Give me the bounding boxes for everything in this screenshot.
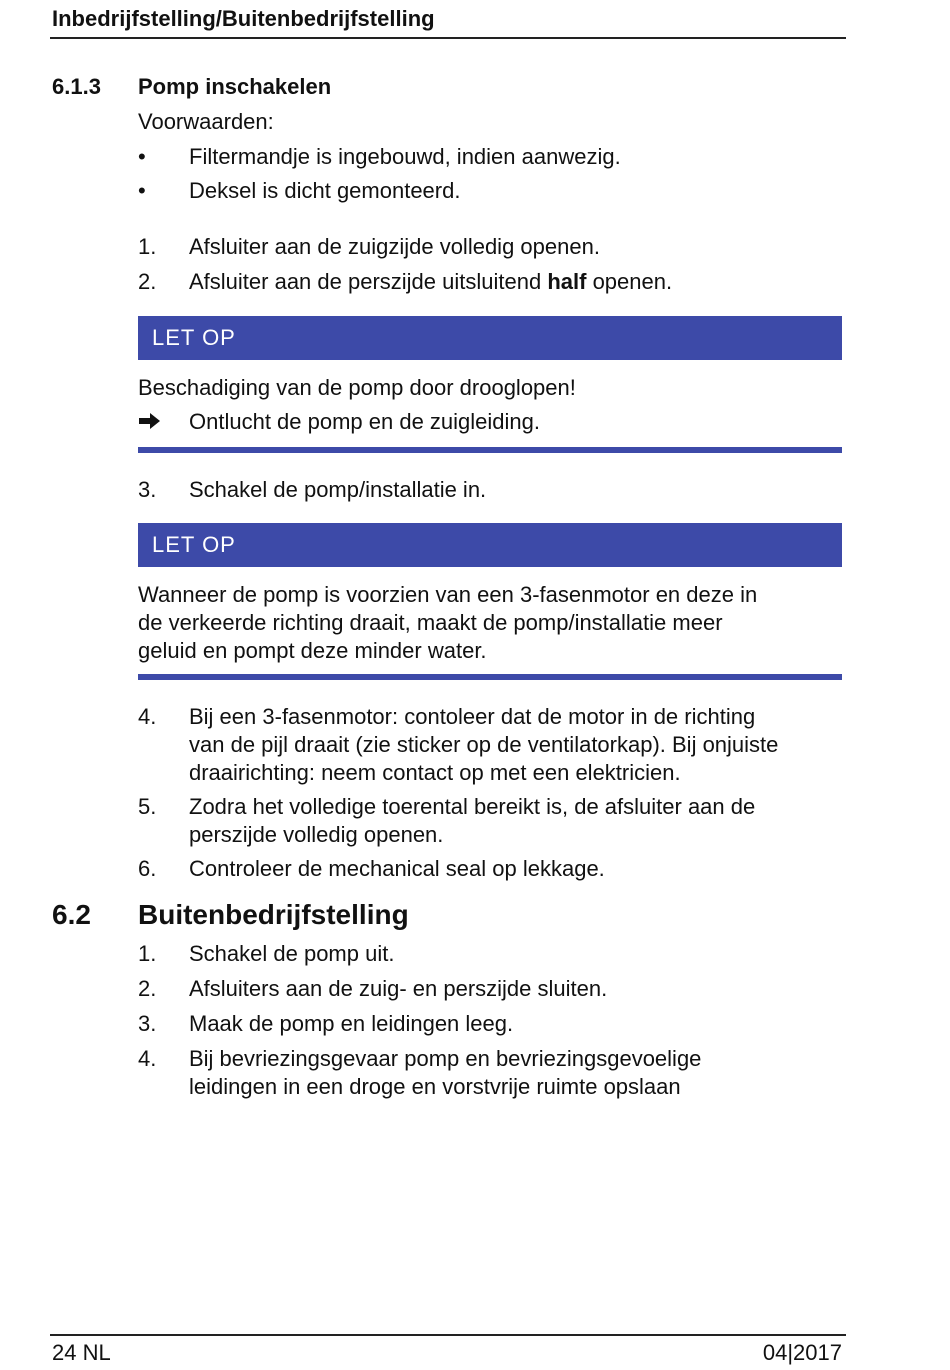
notice-text: Beschadiging van de pomp door drooglopen! <box>138 375 576 400</box>
footer-rule <box>50 1334 846 1336</box>
step-text-line: van de pijl draait (zie sticker op de ventilatorkap). Bij onjuiste <box>189 732 779 757</box>
step-number: 2. <box>138 976 157 1001</box>
step-number: 1. <box>138 234 157 259</box>
step-number: 2. <box>138 269 157 294</box>
step-text-line: perszijde volledig openen. <box>189 822 444 847</box>
condition-item: Deksel is dicht gemonteerd. <box>189 178 461 203</box>
document-date: 04|2017 <box>762 1340 842 1365</box>
bullet-marker: • <box>138 178 146 203</box>
running-header: Inbedrijfstelling/Buitenbedrijfstelling <box>52 6 435 31</box>
step-number: 3. <box>138 1011 157 1036</box>
step-text-line: Bij bevriezingsgevaar pomp en bevriezingsgevoelige <box>189 1046 702 1071</box>
step-text-part: openen. <box>586 269 673 294</box>
page-number: 24 NL <box>52 1340 111 1365</box>
step-text-bold: half <box>547 269 587 294</box>
notice-text-line: Wanneer de pomp is voorzien van een 3-fasenmotor en deze in <box>138 582 758 607</box>
step-text-line: Controleer de mechanical seal op lekkage. <box>189 856 605 881</box>
step-number: 4. <box>138 704 157 729</box>
section-title: Buitenbedrijfstelling <box>138 899 409 930</box>
notice-text-line: de verkeerde richting draait, maakt de pomp/installatie meer <box>138 610 723 635</box>
notice-label: LET OP <box>152 325 236 350</box>
arrow-right-icon <box>138 411 162 431</box>
notice-end-bar <box>138 674 842 680</box>
step-text-line: Maak de pomp en leidingen leeg. <box>189 1011 514 1036</box>
step-text-line: leidingen in een droge en vorstvrije ruimte opslaan <box>189 1074 681 1099</box>
notice-action: Ontlucht de pomp en de zuigleiding. <box>189 409 541 434</box>
step-text: Afsluiter aan de zuigzijde volledig openen. <box>189 234 600 259</box>
step-number: 3. <box>138 477 157 502</box>
step-text-part: Afsluiter aan de perszijde uitsluitend <box>189 269 548 294</box>
step-text-line: draairichting: neem contact op met een elektricien. <box>189 760 681 785</box>
notice-label: LET OP <box>152 532 236 557</box>
step-number: 1. <box>138 941 157 966</box>
bullet-marker: • <box>138 144 146 169</box>
step-number: 4. <box>138 1046 157 1071</box>
step-text <box>189 268 672 296</box>
notice-text-line: geluid en pompt deze minder water. <box>138 638 487 663</box>
notice-banner <box>138 523 842 567</box>
section-title: Pomp inschakelen <box>138 74 332 99</box>
step-text-line: Afsluiters aan de zuig- en perszijde sluiten. <box>189 976 608 1001</box>
condition-item: Filtermandje is ingebouwd, indien aanwezig. <box>189 144 621 169</box>
step-text-line: Zodra het volledige toerental bereikt is, de afsluiter aan de <box>189 794 756 819</box>
notice-banner <box>138 316 842 360</box>
step-text-line: Schakel de pomp uit. <box>189 941 395 966</box>
step-number: 6. <box>138 856 157 881</box>
step-text-line: Bij een 3-fasenmotor: contoleer dat de motor in de richting <box>189 704 756 729</box>
conditions-label: Voorwaarden: <box>138 109 274 134</box>
section-number: 6.2 <box>52 899 91 930</box>
section-number: 6.1.3 <box>52 74 101 99</box>
header-rule <box>50 37 846 39</box>
notice-end-bar <box>138 447 842 453</box>
step-number: 5. <box>138 794 157 819</box>
step-text: Schakel de pomp/installatie in. <box>189 477 487 502</box>
